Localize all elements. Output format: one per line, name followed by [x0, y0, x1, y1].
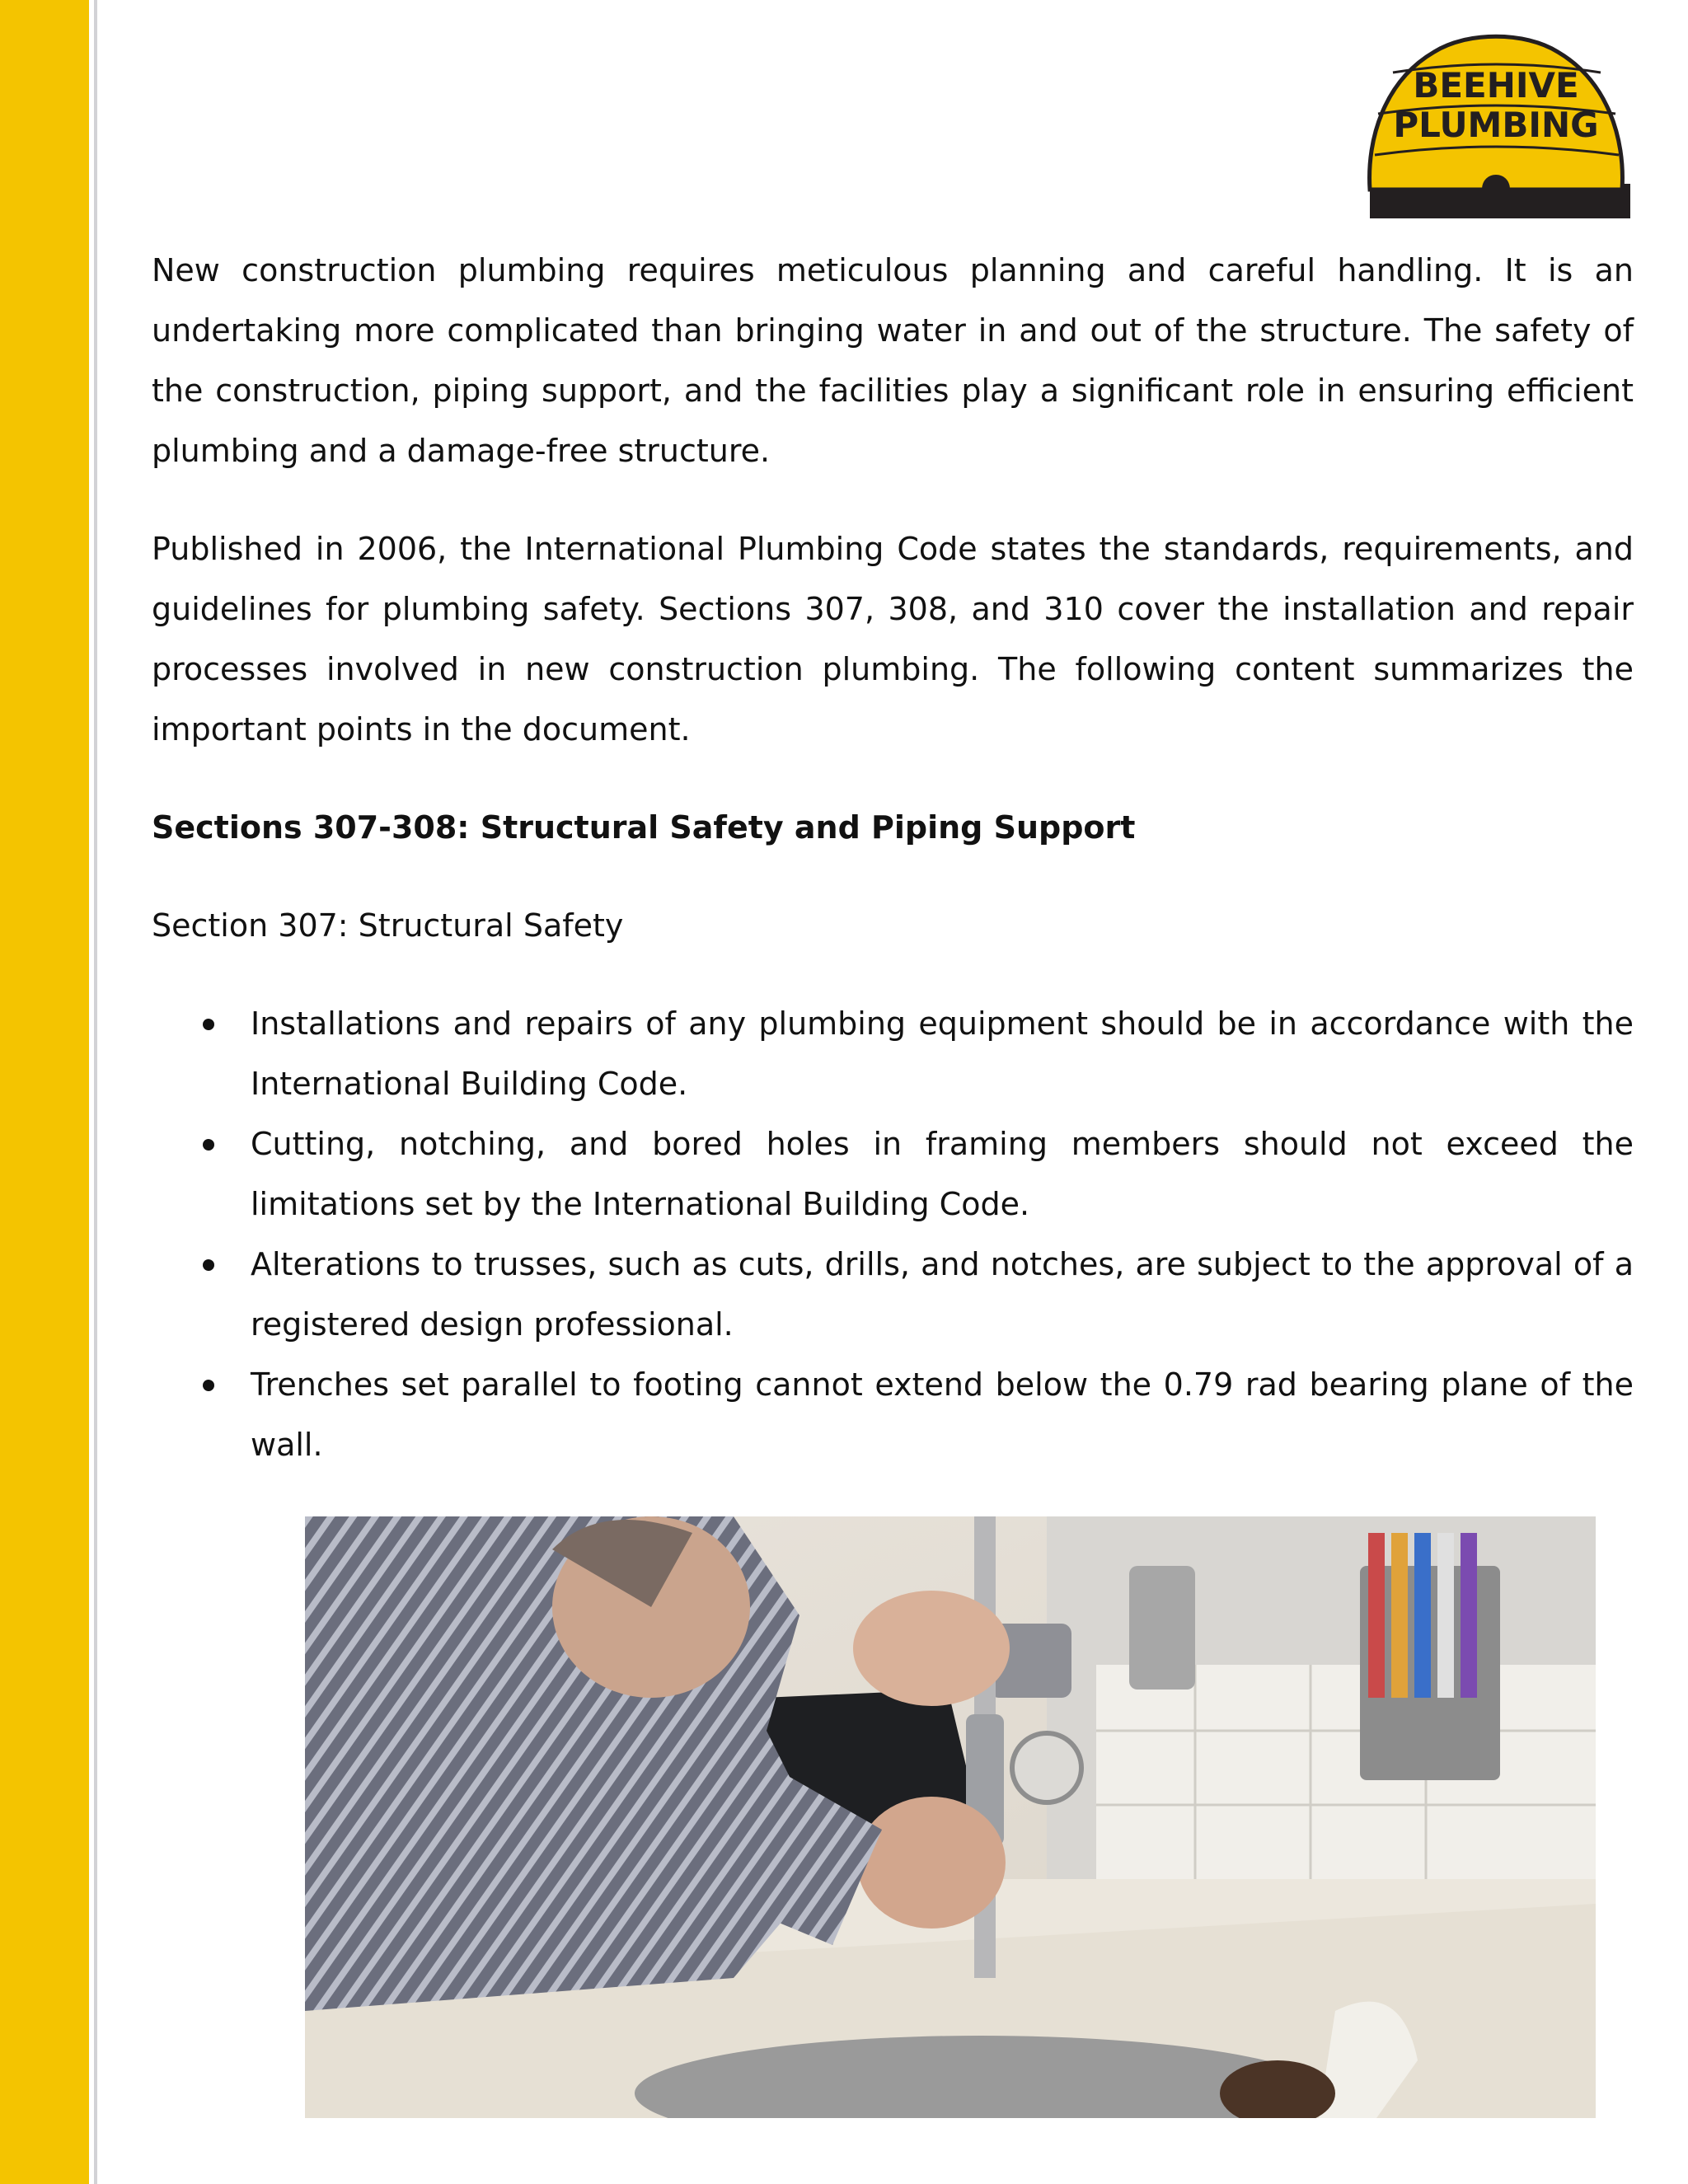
document-body	[152, 241, 1634, 1475]
beehive-plumbing-logo	[1360, 15, 1632, 221]
bullet-dot-icon	[203, 1259, 214, 1271]
bullet-dot-icon	[203, 1019, 214, 1030]
bullet-item	[152, 1114, 1634, 1235]
logo-line1: BEEHIVE	[1413, 65, 1579, 105]
bullet-item	[152, 994, 1634, 1114]
yellow-sidebar	[0, 0, 89, 2184]
bullet-list	[152, 994, 1634, 1475]
bullet-item	[152, 1355, 1634, 1475]
bullet-dot-icon	[203, 1380, 214, 1391]
bullet-text: Trenches set parallel to footing cannot extend below the 0.79 rad bearing plane of the wall.	[251, 1366, 1634, 1463]
section-heading: Sections 307-308: Structural Safety and Piping Support	[152, 809, 1136, 846]
logo-line2: PLUMBING	[1393, 105, 1599, 145]
bullet-item	[152, 1235, 1634, 1355]
bullet-text: Installations and repairs of any plumbing equipment should be in accordance with the International Building Code.	[251, 1005, 1634, 1102]
bullet-dot-icon	[203, 1139, 214, 1151]
intro-paragraph-1: New construction plumbing requires meticulous planning and careful handling. It is an undertaking more complicated than bringing water in and out of the structure. The safety of the construction, piping support, and the facilities play a significant role in ensuring efficient plumbing and a damage-free structure.	[152, 252, 1634, 469]
intro-paragraph-2: Published in 2006, the International Plumbing Code states the standards, requirements, and guidelines for plumbing safety. Sections 307, 308, and 310 cover the installation and repair processes involved in new construction plumbing. The following content summarizes the important points in the document.	[152, 531, 1634, 748]
plumber-photo	[305, 1516, 1596, 2118]
bullet-text: Alterations to trusses, such as cuts, drills, and notches, are subject to the approval of a registered design professional.	[251, 1246, 1634, 1343]
sidebar-divider	[94, 0, 97, 2184]
section-subheading: Section 307: Structural Safety	[152, 907, 624, 944]
bullet-text: Cutting, notching, and bored holes in framing members should not exceed the limitations set by the International Building Code.	[251, 1126, 1634, 1222]
